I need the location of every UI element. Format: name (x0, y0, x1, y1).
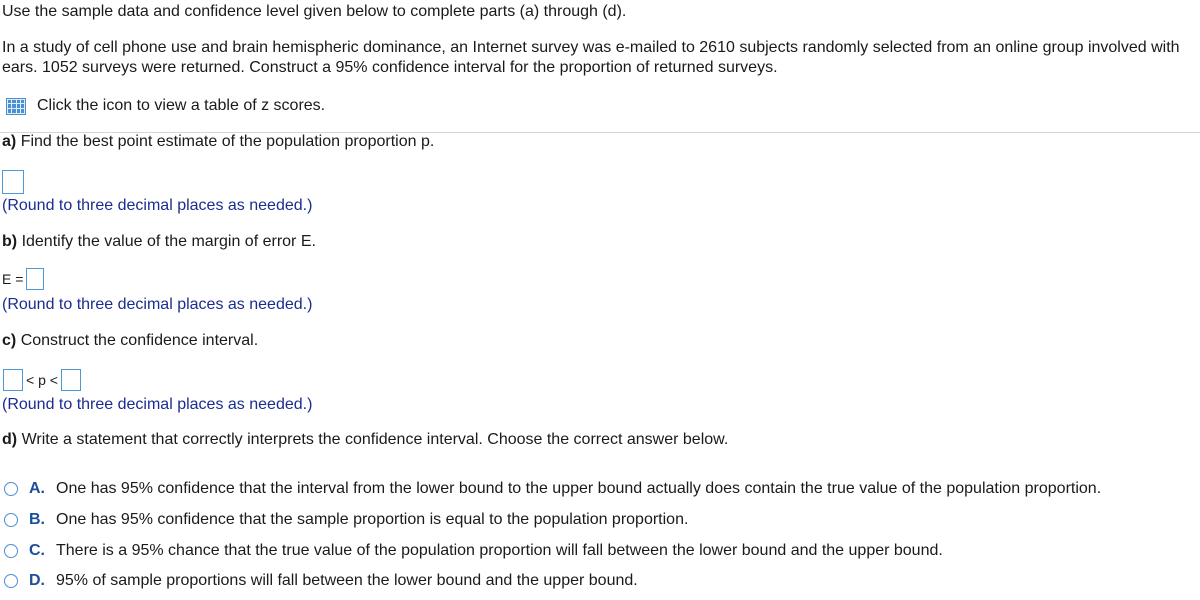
choice-b-letter: B. (29, 511, 45, 528)
margin-of-error-row (2, 268, 44, 290)
part-d-label: d) (2, 431, 18, 448)
part-c-label: c) (2, 332, 17, 349)
part-a-question (2, 133, 434, 151)
choice-d-radio[interactable] (4, 574, 18, 588)
part-d-question (2, 431, 728, 449)
choice-c[interactable] (4, 542, 943, 560)
part-a-round-note: (Round to three decimal places as needed.) (2, 197, 313, 214)
table-icon[interactable] (6, 98, 26, 115)
interval-middle-text: < p < (26, 372, 58, 388)
choice-d-letter: D. (29, 572, 45, 589)
instructions-text: Use the sample data and confidence level given below to complete parts (a) through (d). (2, 3, 627, 20)
part-c-question (2, 332, 258, 350)
part-c-text: Construct the confidence interval. (20, 332, 259, 349)
choice-c-text[interactable]: There is a 95% chance that the true value of the population proportion will fall between the lower bound and the upper bound. (56, 542, 943, 559)
part-b-label: b) (2, 233, 18, 250)
choice-b-radio[interactable] (4, 513, 18, 527)
lower-bound-input[interactable] (3, 369, 23, 391)
margin-of-error-input[interactable] (26, 268, 44, 290)
choice-a[interactable] (4, 480, 1101, 498)
choice-c-letter: C. (29, 542, 45, 559)
choice-b[interactable] (4, 511, 688, 529)
confidence-interval-row (3, 369, 81, 391)
choice-d[interactable] (4, 572, 638, 590)
choice-b-text[interactable]: One has 95% confidence that the sample proportion is equal to the population proportion. (56, 511, 689, 528)
z-table-link-text[interactable]: Click the icon to view a table of z scores. (37, 97, 326, 114)
part-b-text: Identify the value of the margin of error E. (21, 233, 316, 250)
margin-of-error-prefix: E = (2, 271, 24, 287)
z-table-link[interactable] (6, 97, 325, 115)
point-estimate-input[interactable] (2, 170, 24, 194)
part-b-question (2, 233, 316, 251)
part-c-round-note: (Round to three decimal places as needed.) (2, 396, 313, 413)
problem-statement: In a study of cell phone use and brain hemispheric dominance, an Internet survey was e-mailed to 2610 subjects randomly selected from an online group involved with ears. 1052 surveys were returned. Construct a 95% confidence interval for the proportion of returned surveys. (2, 39, 1180, 76)
part-a-text: Find the best point estimate of the population proportion p. (20, 133, 435, 150)
choice-a-text[interactable]: One has 95% confidence that the interval from the lower bound to the upper bound actually does contain the true value of the population proportion. (56, 480, 1102, 497)
choice-c-radio[interactable] (4, 544, 18, 558)
part-a-label: a) (2, 133, 17, 150)
part-d-text: Write a statement that correctly interprets the confidence interval. Choose the correct answer below. (21, 431, 729, 448)
upper-bound-input[interactable] (61, 369, 81, 391)
choice-a-letter: A. (29, 480, 45, 497)
part-b-round-note: (Round to three decimal places as needed.) (2, 296, 313, 313)
choice-a-radio[interactable] (4, 482, 18, 496)
choice-d-text[interactable]: 95% of sample proportions will fall between the lower bound and the upper bound. (56, 572, 638, 589)
